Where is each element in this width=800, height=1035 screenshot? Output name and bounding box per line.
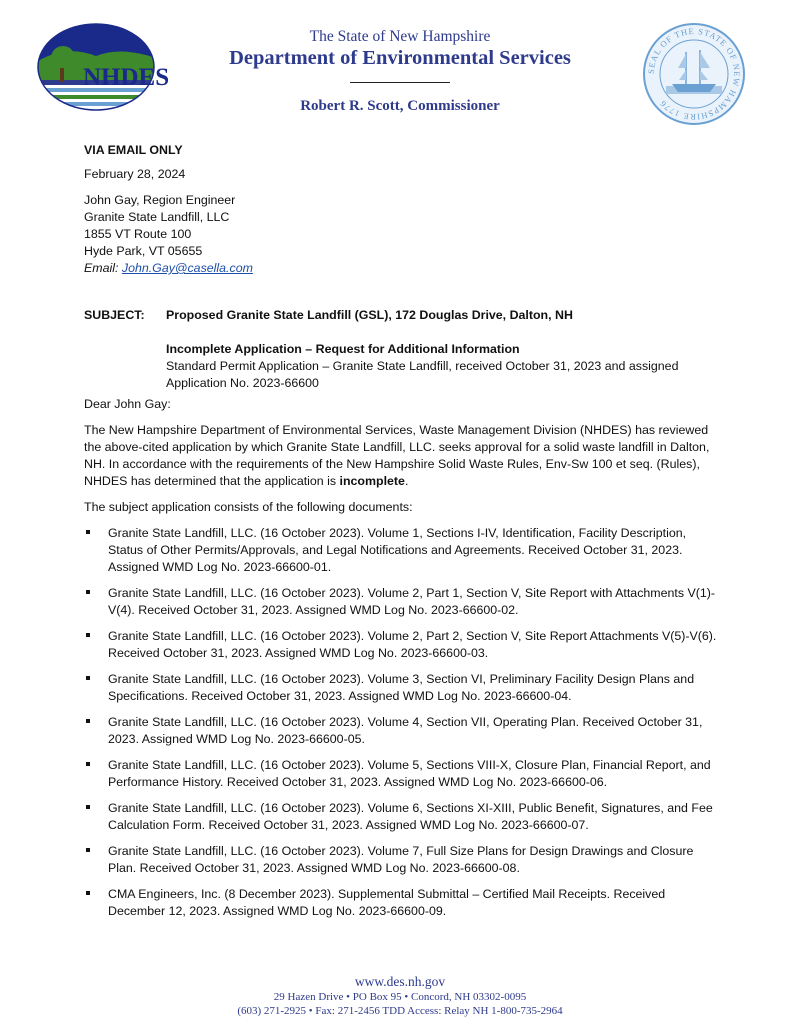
recipient-address bbox=[84, 192, 722, 277]
bullet-icon bbox=[86, 590, 90, 594]
documents-list bbox=[84, 525, 722, 920]
list-item bbox=[84, 585, 722, 619]
recipient-company: Granite State Landfill, LLC bbox=[84, 210, 230, 224]
list-item bbox=[84, 800, 722, 834]
recipient-street: 1855 VT Route 100 bbox=[84, 227, 192, 241]
subject-line-2: Incomplete Application – Request for Additional Information bbox=[166, 342, 520, 356]
bullet-icon bbox=[86, 848, 90, 852]
list-item-text: Granite State Landfill, LLC. (16 October 2023). Volume 3, Section VI, Preliminary Facility Design Plans and Specifications. Received October 31, 2023. Assigned WMD Log No. 2023-66600-04. bbox=[108, 672, 695, 703]
subject-block bbox=[84, 307, 722, 392]
letter-date: February 28, 2024 bbox=[84, 167, 186, 181]
footer-address: 29 Hazen Drive • PO Box 95 • Concord, NH 03302-0095 bbox=[273, 991, 527, 1003]
subject-line-3: Standard Permit Application – Granite State Landfill, received October 31, 2023 and assigned Application No. 2023-66600 bbox=[166, 359, 679, 390]
recipient-name: John Gay, Region Engineer bbox=[84, 193, 236, 207]
list-item bbox=[84, 628, 722, 662]
footer bbox=[0, 974, 800, 1018]
subject-line-1: Proposed Granite State Landfill (GSL), 172 Douglas Drive, Dalton, NH bbox=[166, 308, 573, 322]
nhdes-logo bbox=[36, 22, 184, 112]
logo-text: NHDES bbox=[83, 64, 170, 91]
bullet-icon bbox=[86, 633, 90, 637]
recipient-email-line bbox=[84, 260, 722, 277]
bullet-icon bbox=[86, 891, 90, 895]
list-item-text: Granite State Landfill, LLC. (16 October 2023). Volume 2, Part 1, Section V, Site Report with Attachments V(1)-V(4). Received October 31, 2023. Assigned WMD Log No. 2023-66600-02. bbox=[108, 586, 715, 617]
email-link[interactable]: John.Gay@casella.com bbox=[121, 261, 253, 275]
bullet-icon bbox=[86, 719, 90, 723]
list-item bbox=[84, 843, 722, 877]
list-item bbox=[84, 671, 722, 705]
intro-text: The New Hampshire Department of Environmental Services, Waste Management Division (NHDES) has reviewed the above-cited application by which Granite State Landfill, LLC. seeks approval for a solid waste landfill in Dalton, NH. In accordance with the requirements of the New Hampshire Solid Waste Rules, Env-Sw 100 et seq. (Rules), NHDES has determined that the application is bbox=[84, 423, 710, 488]
list-item-text: Granite State Landfill, LLC. (16 October 2023). Volume 6, Sections XI-XIII, Public Benefit, Signatures, and Fee Calculation Form. Received October 31, 2023. Assigned WMD Log No. 2023-66600-07. bbox=[108, 801, 713, 832]
subject-label: SUBJECT: bbox=[84, 308, 145, 322]
list-item-text: CMA Engineers, Inc. (8 December 2023). Supplemental Submittal – Certified Mail Receipts. Received December 12, 2023. Assigned WMD Log No. 2023-66600-09. bbox=[108, 887, 666, 918]
list-item-text: Granite State Landfill, LLC. (16 October 2023). Volume 2, Part 2, Section V, Site Report Attachments V(5)-V(6). Received October 31, 2023. Assigned WMD Log No. 2023-66600-03. bbox=[108, 629, 717, 660]
state-name: The State of New Hampshire bbox=[309, 28, 491, 45]
list-item bbox=[84, 714, 722, 748]
email-label: Email: bbox=[84, 261, 122, 275]
salutation: Dear John Gay: bbox=[84, 397, 171, 411]
state-seal-icon bbox=[642, 22, 746, 126]
bullet-icon bbox=[86, 805, 90, 809]
intro-end: . bbox=[404, 474, 409, 488]
list-item-text: Granite State Landfill, LLC. (16 October 2023). Volume 7, Full Size Plans for Design Drawings and Closure Plan. Received October 31, 2023. Assigned WMD Log No. 2023-66600-08. bbox=[108, 844, 694, 875]
list-item-text: Granite State Landfill, LLC. (16 October 2023). Volume 5, Sections VIII-X, Closure Plan, Financial Report, and Performance History. Received October 31, 2023. Assigned WMD Log No. 2023-66600-06. bbox=[108, 758, 711, 789]
recipient-city: Hyde Park, VT 05655 bbox=[84, 244, 203, 258]
list-item bbox=[84, 757, 722, 791]
bullet-icon bbox=[86, 676, 90, 680]
bullet-icon bbox=[86, 530, 90, 534]
list-item bbox=[84, 886, 722, 920]
seal-text: SEAL OF THE STATE OF NEW HAMPSHIRE 1776 bbox=[645, 25, 743, 123]
commissioner-name: Robert R. Scott, Commissioner bbox=[300, 98, 500, 114]
bullet-icon bbox=[86, 762, 90, 766]
footer-website: www.des.nh.gov bbox=[354, 974, 446, 989]
department-name: Department of Environmental Services bbox=[229, 47, 571, 69]
letterhead bbox=[0, 0, 800, 140]
list-item-text: Granite State Landfill, LLC. (16 October 2023). Volume 4, Section VII, Operating Plan. Received October 31, 2023. Assigned WMD Log No. 2023-66600-05. bbox=[108, 715, 703, 746]
footer-phone: (603) 271-2925 • Fax: 271-2456 TDD Access: Relay NH 1-800-735-2964 bbox=[237, 1005, 563, 1017]
delivery-method: VIA EMAIL ONLY bbox=[84, 143, 183, 157]
incomplete-emphasis: incomplete bbox=[339, 474, 405, 488]
list-item bbox=[84, 525, 722, 576]
intro-paragraph bbox=[84, 422, 722, 490]
subject-text bbox=[166, 307, 722, 392]
documents-intro: The subject application consists of the following documents: bbox=[84, 500, 413, 514]
list-item-text: Granite State Landfill, LLC. (16 October 2023). Volume 1, Sections I-IV, Identification, Facility Description, Status of Other Permits/Approvals, and Legal Notifications and Agreements. Received October 31, 2023. Assigned WMD Log No. 2023-66600-01. bbox=[108, 526, 687, 574]
letter-body bbox=[84, 142, 722, 929]
header-divider bbox=[350, 82, 450, 83]
